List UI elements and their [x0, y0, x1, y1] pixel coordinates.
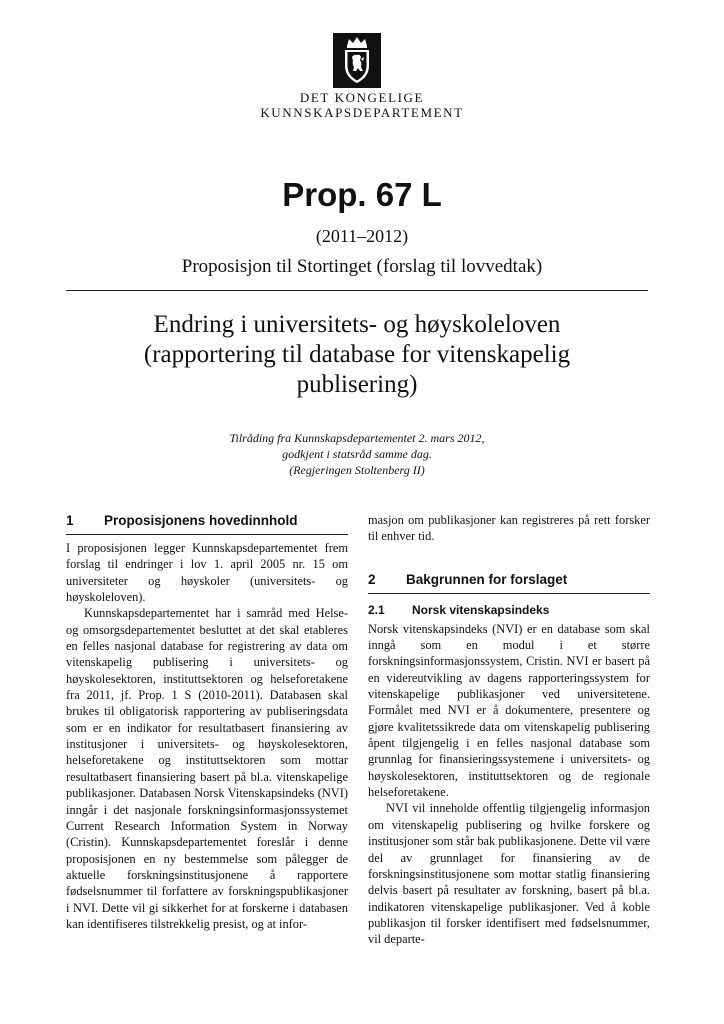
section-2-paragraph-1: Norsk vitenskapsindeks (NVI) er en database som skal inngå som en modul i et større forskningsinformasjonssystem, Cristin. NVI er basert på en videreutvikling av dagens rapporteringssystem for vitenskapelige publikasjoner ved universitetene. Formålet med NVI er å dokumentere, presentere og gjøre kvalitetssikrede data om vitenskapelig publisering åpent tilgjengelig i en felles nasjonal database som grunnlag for finansieringssystemene i universitets- og høyskolesektoren, instituttsektoren og de regionale helseforetakene.	[368, 621, 650, 800]
approval-line1: Tilråding fra Kunnskapsdepartementet 2. mars 2012,	[229, 431, 485, 445]
document-title	[66, 310, 648, 400]
section-2-number: 2	[368, 571, 376, 587]
section-1-number: 1	[66, 513, 74, 528]
section-1-heading	[66, 512, 348, 535]
subsection-2-1-title: Norsk vitenskapsindeks	[412, 602, 550, 617]
section-2-paragraph-2: NVI vil inneholde offentlig tilgjengelig informasjon om vitenskapelig publisering og hvilke forskere og institusjoner som står bak publikasjonene. Dette vil være del av grunnlaget for finansiering av de forskningsinstitusjonene som mottar statlig finansiering delvis basert på resultater av forskning, basert på bl.a. indikatoren vitenskapelige publikasjoner. Ved å koble publikasjon til forsker identifisert med fødselsnummer, vil departe-	[368, 801, 650, 947]
document-title-line1: Endring i universitets- og høyskoleloven	[153, 311, 561, 338]
section-1-title: Proposisjonens hovedinnhold	[104, 513, 298, 528]
right-column	[368, 512, 650, 948]
subsection-2-1-number: 2.1	[368, 602, 385, 617]
approval-line3: (Regjeringen Stoltenberg II)	[289, 463, 425, 477]
section-1-paragraph-2-continued: masjon om publikasjoner kan registreres på rett forsker til enhver tid.	[368, 513, 650, 544]
section-1-paragraph-2: Kunnskapsdepartementet har i samråd med Helse- og omsorgsdepartementet besluttet at det skal etableres en felles nasjonal database for registrering av data om vitenskapelig publisering i universitets- og høyskolesektoren, instituttsektoren og helseforetakene fra 2011, jf. Prop. 1 S (2010-2011). Databasen skal brukes til obligatorisk rapportering av publiseringsdata som er en indikator for resultatbasert finansiering av institusjoner i universitets- og høyskolesektoren, helseforetakene og instituttsektoren som mottar resultatbasert finansiering basert på bl.a. vitenskapelige publikasjoner. Databasen Norsk Vitenskapsindeks (NVI) inngår i det nasjonale forskningsinformasjonssystemet Current Research Information System in Norway (Cristin). Kunnskapsdepartementet foreslår i denne proposisjonen en ny bestemmelse som pålegger de aktuelle forskningsinstitusjonene å rapportere fødselsnummer til forfattere av forskningspublikasjoner i NVI. Dette vil gi sikkerhet for at forskerne i databasen kan identifiseres tilstrekkelig presist, og at infor-	[66, 606, 348, 931]
section-2-title: Bakgrunnen for forslaget	[406, 571, 568, 587]
ministry-name-line1: DET KONGELIGE	[299, 90, 425, 105]
section-1-paragraph-1: I proposisjonen legger Kunnskapsdepartementet frem forslag til endringer i lov 1. april 2005 nr. 15 om universiteter og høyskoler (universitets- og høyskoleloven).	[66, 541, 348, 605]
approval-note	[66, 430, 648, 478]
section-2-heading	[368, 571, 650, 594]
session-years: (2011–2012)	[315, 226, 409, 246]
norwegian-coat-of-arms-icon	[333, 33, 381, 88]
title-divider	[66, 290, 648, 291]
proposition-subtitle: Proposisjon til Stortinget (forslag til lovvedtak)	[181, 256, 543, 277]
subsection-2-1-heading	[368, 602, 650, 618]
ministry-name-line2: KUNNSKAPSDEPARTEMENT	[260, 105, 464, 120]
document-title-line2: (rapportering til database for vitenskapelig	[143, 341, 571, 368]
document-title-line3: publisering)	[296, 371, 418, 398]
left-column	[66, 512, 348, 932]
proposition-number: Prop. 67 L	[282, 176, 442, 213]
approval-line2: godkjent i statsråd samme dag.	[282, 447, 432, 461]
